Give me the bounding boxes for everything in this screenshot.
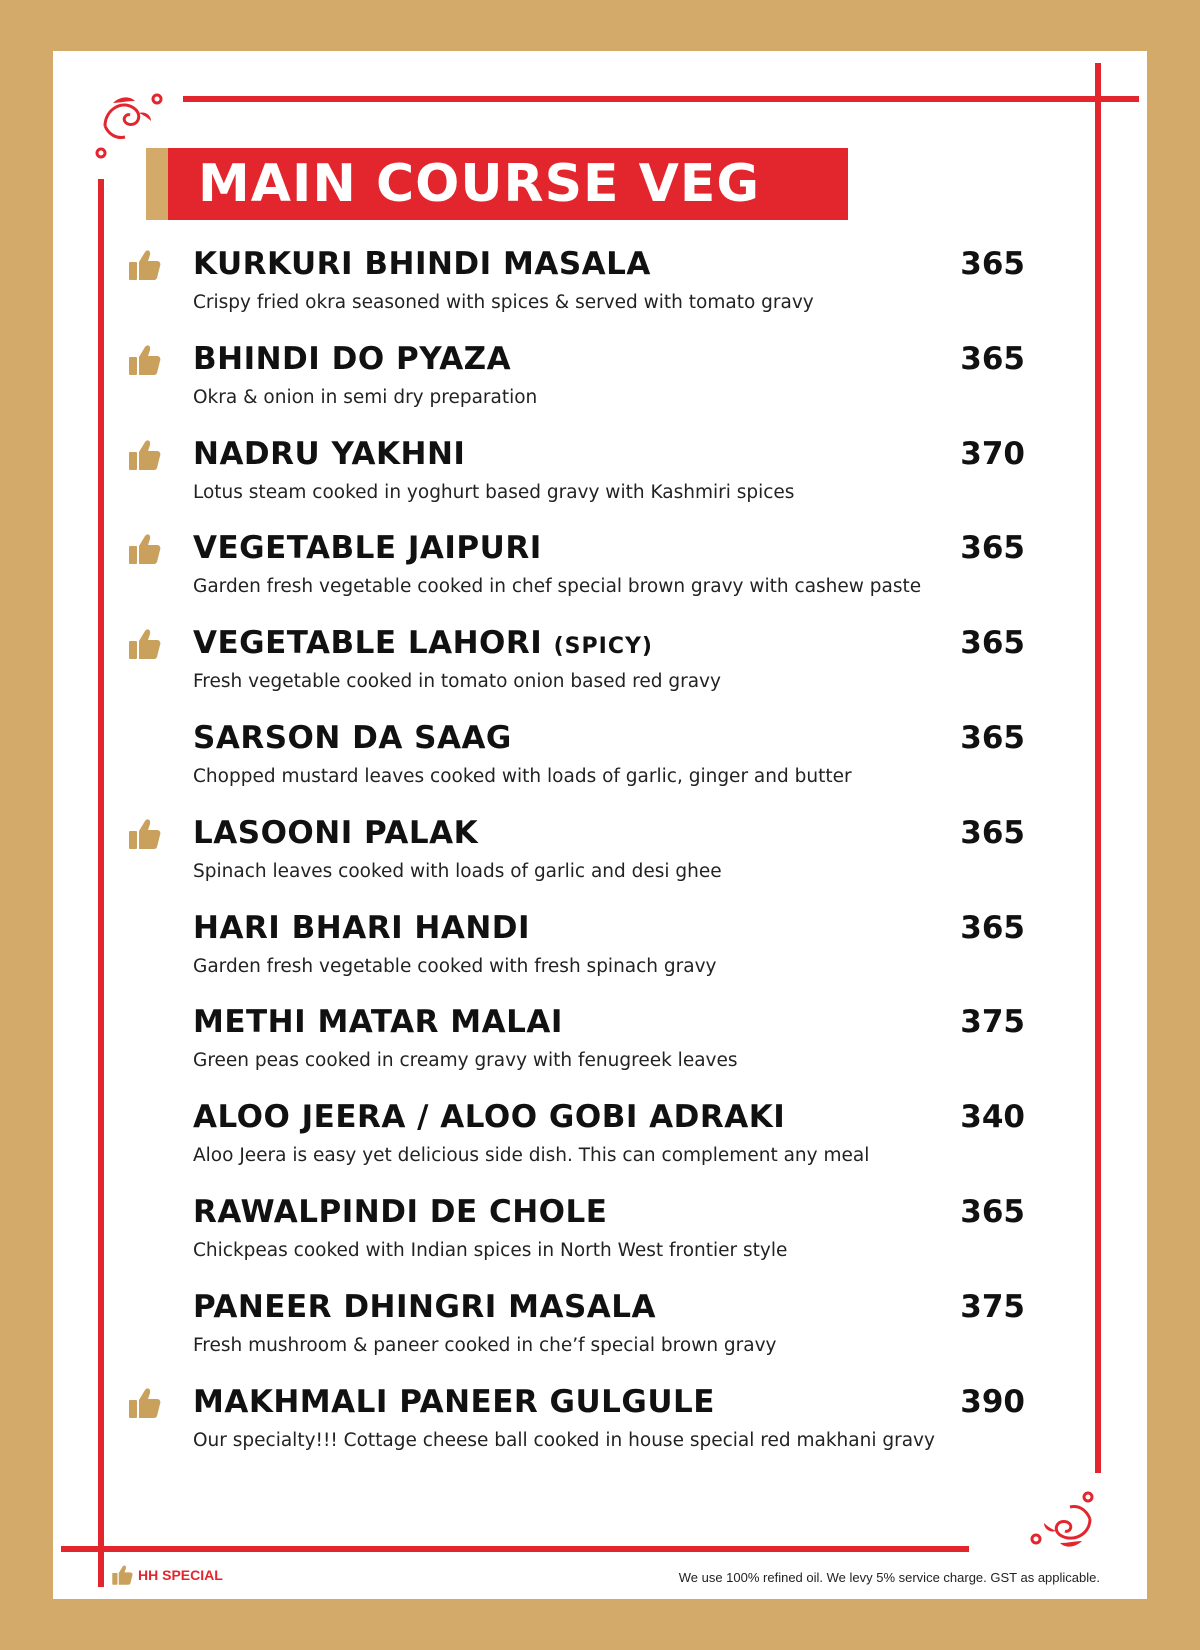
item-price: 365 [960, 246, 1025, 282]
item-name [193, 910, 530, 946]
item-name [193, 1384, 715, 1420]
item-name [193, 246, 651, 282]
item-price: 365 [960, 340, 1025, 377]
paisley-ornament-icon [1028, 1491, 1103, 1551]
frame-top-line [183, 96, 1139, 102]
item-price: 375 [960, 1288, 1025, 1325]
item-description: Fresh mushroom & paneer cooked in che’f special brown gravy [193, 1334, 777, 1356]
item-name [193, 1194, 607, 1230]
item-price: 370 [960, 435, 1025, 472]
item-name-text: SARSON DA SAAG [193, 720, 512, 756]
item-name [193, 720, 512, 756]
thumbs-up-icon [111, 1564, 133, 1586]
item-name [193, 1004, 563, 1040]
thumbs-up-icon [127, 627, 161, 661]
item-description: Garden fresh vegetable cooked with fresh spinach gravy [193, 955, 717, 977]
menu-item [53, 530, 1147, 620]
menu-item [53, 1289, 1147, 1379]
frame-bottom-line [61, 1546, 969, 1552]
section-title: MAIN COURSE VEG [168, 148, 848, 220]
item-name-text: BHINDI DO PYAZA [193, 340, 512, 377]
menu-item [53, 1099, 1147, 1189]
item-name [193, 341, 511, 377]
thumbs-up-icon [127, 1386, 161, 1420]
item-description: Lotus steam cooked in yoghurt based gravy with Kashmiri spices [193, 481, 795, 503]
item-name-text: VEGETABLE JAIPURI [193, 530, 542, 567]
item-price: 365 [960, 814, 1025, 851]
item-name-text: MAKHMALI PANEER GULGULE [193, 1383, 715, 1420]
thumbs-up-icon [127, 817, 161, 851]
item-name-text: KURKURI BHINDI MASALA [193, 246, 651, 282]
item-name [193, 436, 465, 472]
item-price: 390 [960, 1383, 1025, 1420]
item-name [193, 625, 653, 661]
item-name [193, 815, 478, 851]
thumbs-up-icon [127, 343, 161, 377]
item-description: Our specialty!!! Cottage cheese ball cooked in house special red makhani gravy [193, 1429, 935, 1451]
menu-item [53, 720, 1147, 810]
item-name-text: HARI BHARI HANDI [193, 909, 531, 946]
item-name-text: LASOONI PALAK [193, 814, 479, 851]
item-name [193, 1289, 656, 1325]
thumbs-up-icon [127, 532, 161, 566]
item-name-suffix: (SPICY) [553, 634, 653, 660]
footer-legend [111, 1563, 223, 1587]
menu-item [53, 1004, 1147, 1094]
menu-item [53, 436, 1147, 526]
item-price: 365 [960, 1194, 1025, 1230]
legend-label: HH SPECIAL [138, 1567, 223, 1583]
menu-page [53, 51, 1147, 1599]
menu-item [53, 1384, 1147, 1474]
item-name-text: METHI MATAR MALAI [193, 1004, 563, 1041]
item-price: 365 [960, 625, 1025, 662]
item-name [193, 530, 542, 566]
item-price: 365 [960, 530, 1025, 567]
item-price: 375 [960, 1004, 1025, 1041]
item-description: Chopped mustard leaves cooked with loads of garlic, ginger and butter [193, 766, 852, 787]
menu-item [53, 910, 1147, 1000]
menu-item [53, 625, 1147, 715]
item-description: Fresh vegetable cooked in tomato onion based red gravy [193, 671, 721, 693]
item-description: Crispy fried okra seasoned with spices & served with tomato gravy [193, 292, 814, 313]
item-description: Green peas cooked in creamy gravy with fenugreek leaves [193, 1050, 738, 1072]
menu-item [53, 246, 1147, 336]
footer-note: We use 100% refined oil. We levy 5% service charge. GST as applicable. [678, 1570, 1100, 1585]
menu-item [53, 815, 1147, 905]
menu-item [53, 341, 1147, 431]
item-description: Chickpeas cooked with Indian spices in North West frontier style [193, 1240, 788, 1261]
item-price: 365 [960, 720, 1025, 756]
item-price: 340 [960, 1099, 1025, 1136]
thumbs-up-icon [127, 438, 161, 472]
item-name [193, 1099, 785, 1135]
item-name-text: VEGETABLE LAHORI [193, 625, 543, 662]
section-title-banner [146, 148, 846, 220]
item-description: Okra & onion in semi dry preparation [193, 386, 538, 408]
item-description: Aloo Jeera is easy yet delicious side dish. This can complement any meal [193, 1145, 870, 1167]
item-name-text: ALOO JEERA / ALOO GOBI ADRAKI [193, 1099, 786, 1136]
item-name-text: NADRU YAKHNI [193, 435, 466, 472]
item-name-text: RAWALPINDI DE CHOLE [193, 1194, 608, 1230]
menu-item [53, 1194, 1147, 1284]
thumbs-up-icon [127, 248, 161, 282]
item-name-text: PANEER DHINGRI MASALA [193, 1288, 657, 1325]
item-description: Garden fresh vegetable cooked in chef special brown gravy with cashew paste [193, 576, 922, 598]
item-description: Spinach leaves cooked with loads of garlic and desi ghee [193, 860, 722, 882]
item-price: 365 [960, 909, 1025, 946]
